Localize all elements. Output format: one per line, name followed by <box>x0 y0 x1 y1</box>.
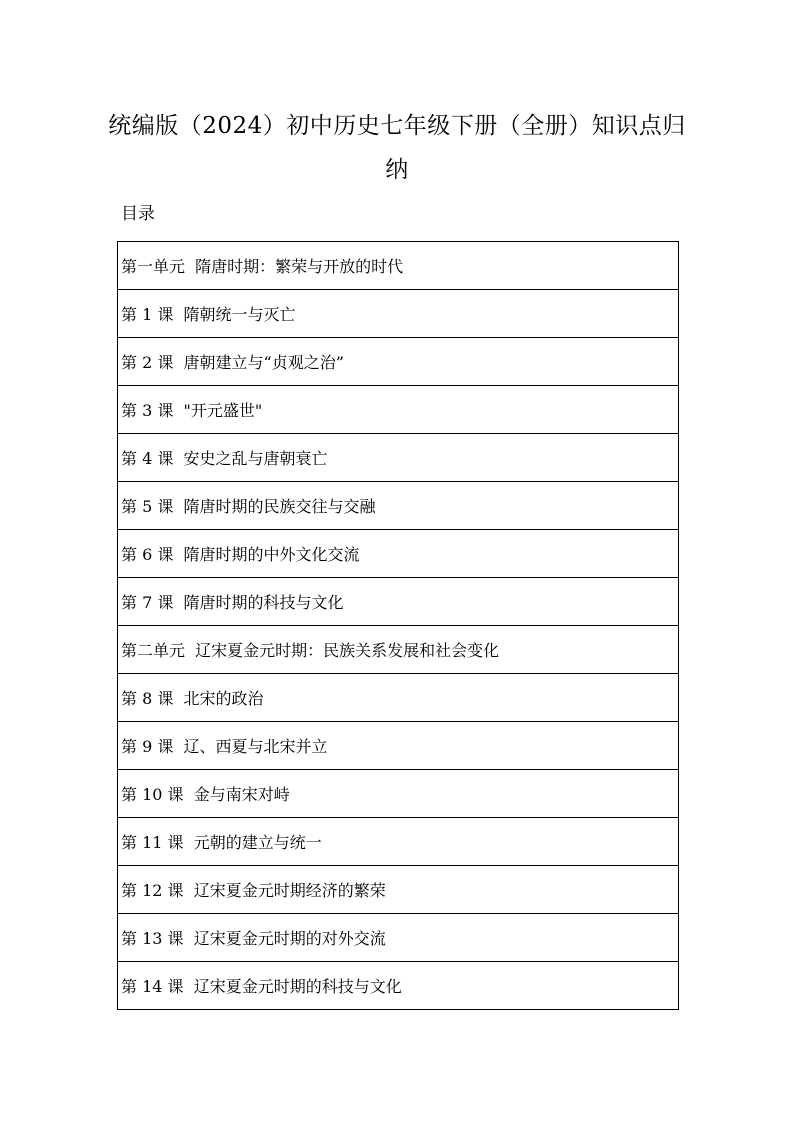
toc-item-lesson-1[interactable]: 第 1 课 隋朝统一与灭亡 <box>118 290 678 338</box>
toc-item-lesson-12[interactable]: 第 12 课 辽宋夏金元时期经济的繁荣 <box>118 866 678 914</box>
toc-item-lesson-3[interactable]: 第 3 课 "开元盛世" <box>118 386 678 434</box>
toc-item-unit-1[interactable]: 第一单元 隋唐时期：繁荣与开放的时代 <box>118 242 678 290</box>
document-title: 统编版（2024）初中历史七年级下册（全册）知识点归纳 <box>108 113 686 183</box>
toc-item-lesson-10[interactable]: 第 10 课 金与南宋对峙 <box>118 770 678 818</box>
toc-item-lesson-13[interactable]: 第 13 课 辽宋夏金元时期的对外交流 <box>118 914 678 962</box>
toc-heading: 目录 <box>121 204 155 224</box>
toc-item-lesson-9[interactable]: 第 9 课 辽、西夏与北宋并立 <box>118 722 678 770</box>
toc-item-lesson-5[interactable]: 第 5 课 隋唐时期的民族交往与交融 <box>118 482 678 530</box>
toc-table <box>117 241 679 1010</box>
toc-item-lesson-11[interactable]: 第 11 课 元朝的建立与统一 <box>118 818 678 866</box>
toc-item-lesson-14[interactable]: 第 14 课 辽宋夏金元时期的科技与文化 <box>118 962 678 1010</box>
toc-item-lesson-2[interactable]: 第 2 课 唐朝建立与“贞观之治” <box>118 338 678 386</box>
toc-item-lesson-7[interactable]: 第 7 课 隋唐时期的科技与文化 <box>118 578 678 626</box>
toc-item-lesson-8[interactable]: 第 8 课 北宋的政治 <box>118 674 678 722</box>
toc-item-lesson-4[interactable]: 第 4 课 安史之乱与唐朝衰亡 <box>118 434 678 482</box>
toc-item-unit-2[interactable]: 第二单元 辽宋夏金元时期：民族关系发展和社会变化 <box>118 626 678 674</box>
toc-item-lesson-6[interactable]: 第 6 课 隋唐时期的中外文化交流 <box>118 530 678 578</box>
